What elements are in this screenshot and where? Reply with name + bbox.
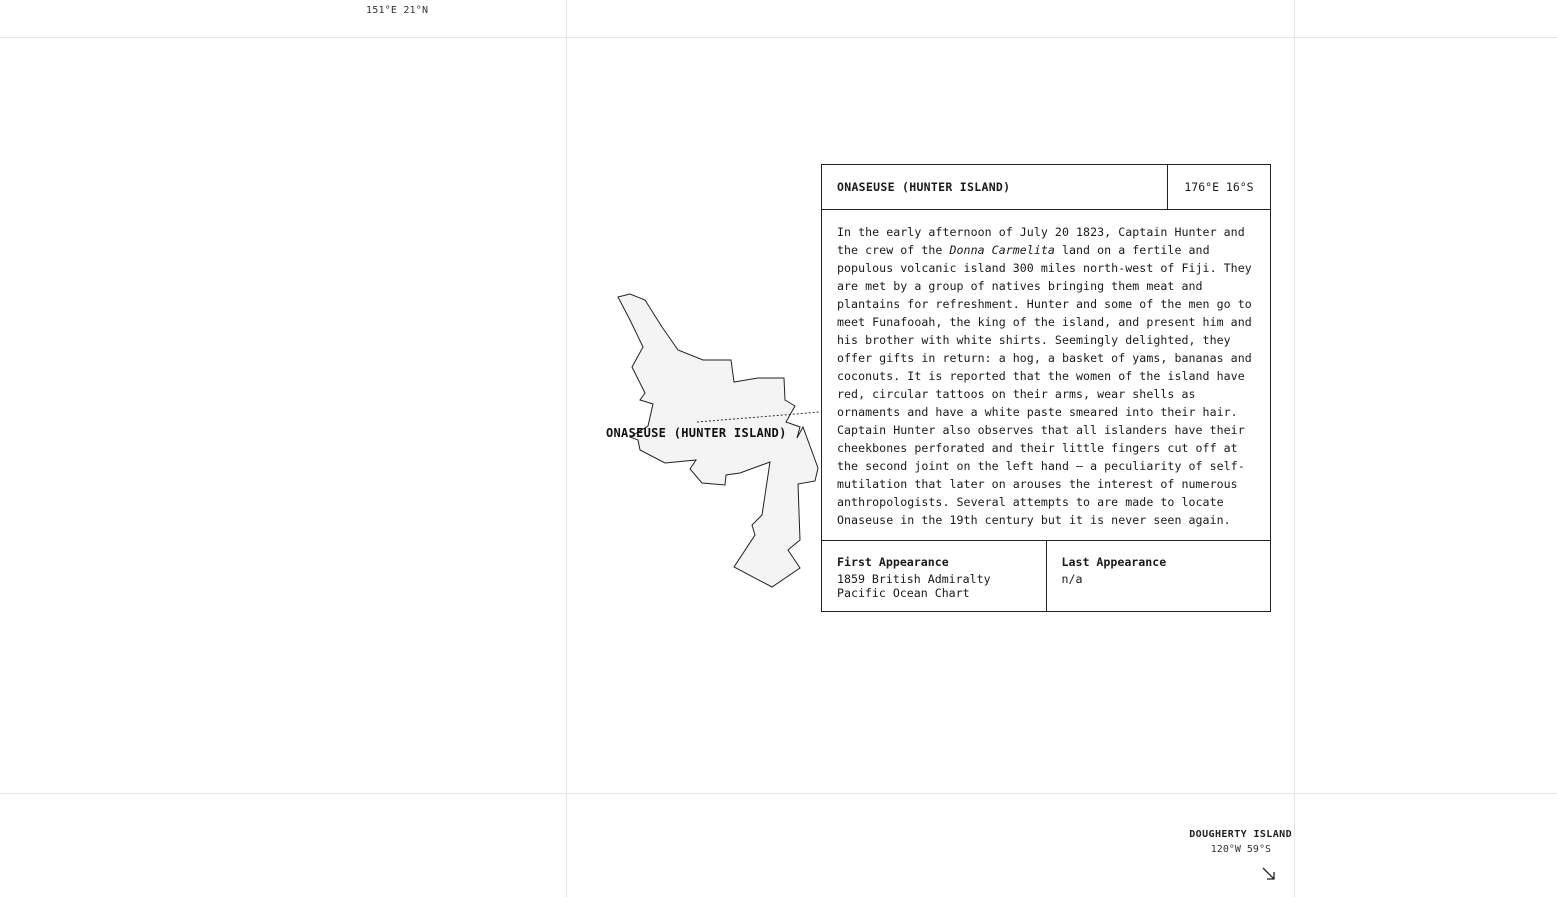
card-footer xyxy=(822,541,1270,611)
description-text: In the early afternoon of July 20 1823, Captain Hunter and the crew of the xyxy=(837,225,1245,257)
card-coordinates: 176°E 16°S xyxy=(1167,165,1270,209)
last-appearance xyxy=(1046,541,1271,611)
first-appearance xyxy=(822,541,1046,611)
island-shape[interactable] xyxy=(618,294,818,587)
first-appearance-value: 1859 British Admiralty Pacific Ocean Chart xyxy=(837,572,991,600)
arrow-down-right-icon[interactable] xyxy=(1260,866,1278,882)
island-label[interactable]: ONASEUSE (HUNTER ISLAND) xyxy=(606,426,787,440)
last-appearance-value: n/a xyxy=(1061,572,1083,586)
first-appearance-label: First Appearance xyxy=(837,555,949,569)
card-title: ONASEUSE (HUNTER ISLAND) xyxy=(837,180,1011,194)
map-coordinate-label: 151°E 21°N xyxy=(366,5,429,16)
island-info-card xyxy=(821,164,1271,612)
description-text: land on a fertile and populous volcanic island 300 miles north-west of Fiji. They are met by a group of natives bringing them meat and plantains for refreshment. Hunter and some of the men go to meet Funafooah, the king of the island, and present him and his brother with white shirts. Seemingly delighted, they offer gifts in return: a hog, a basket of yams, bananas and coconuts. It is reported that the women of the island have red, circular tattoos on their arms, wear shells as ornaments and have a white paste smeared into their hair. Captain Hunter also observes that all islanders have their cheekbones perforated and their little fingers cut off at the second joint on the left hand – a peculiarity of self-mutilation that later on arouses the interest of numerous anthropologists. Several attempts to are made to locate Onaseuse in the 19th century but it is never seen again. xyxy=(837,243,1252,527)
last-appearance-label: Last Appearance xyxy=(1061,555,1167,569)
next-island-name[interactable]: DOUGHERTY ISLAND xyxy=(1189,829,1292,840)
card-header xyxy=(822,165,1270,210)
ship-name: Donna Carmelita xyxy=(949,243,1055,257)
next-island-coordinates: 120°W 59°S xyxy=(1210,844,1271,855)
card-description xyxy=(822,210,1270,541)
next-island-link[interactable] xyxy=(1189,829,1292,855)
